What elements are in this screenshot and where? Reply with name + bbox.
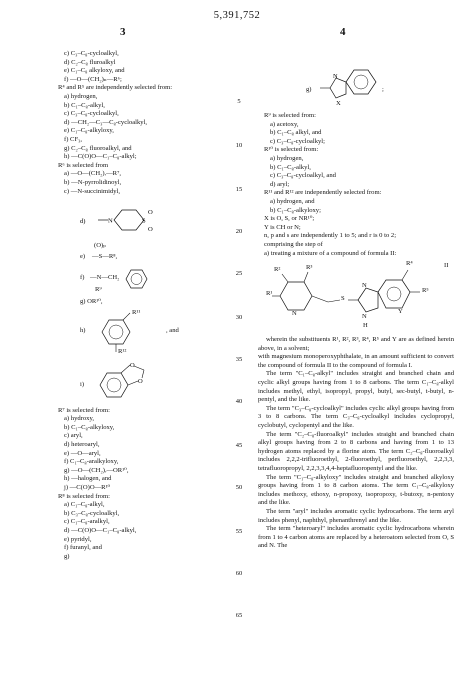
structure-e-sulfinyl	[58, 242, 228, 264]
line-number: 60	[235, 570, 243, 577]
structure-f-benzylamine	[58, 264, 228, 298]
text-line: b) C₁–C₈-alkyloxy,	[64, 423, 115, 431]
text-line: a) C₁–C₈-alkyl,	[64, 501, 105, 509]
text-line: Y is CH or N;	[264, 223, 301, 231]
structure-h-and: , and	[166, 326, 179, 334]
svg-text:N: N	[333, 73, 338, 80]
structure-i-label: i)	[80, 380, 85, 388]
line-number-gutter	[228, 50, 252, 690]
formula-r4: R⁴	[406, 260, 413, 268]
text-line: n, p and s are independently 1 to 5; and r is 0 to 2;	[264, 232, 397, 240]
line-number: 35	[235, 356, 243, 363]
structure-f-text: —N—CH₂	[90, 274, 120, 282]
text-line: a) hydroxy,	[64, 415, 94, 423]
paragraph: with magnesium monoperoxyphthalate, in an amount sufficient to convert the compound of formula II to the compound of formula I.	[258, 353, 454, 369]
line-number: 50	[235, 484, 243, 491]
structure-d-thiomorpholine	[58, 196, 228, 242]
text-line: e) —O—aryl,	[64, 449, 101, 457]
benzodioxole-ring-icon	[94, 357, 164, 407]
structure-g-benzazole: g) N X ;	[258, 50, 454, 112]
line-number: 40	[235, 398, 243, 405]
text-line: R¹⁰ is selected from:	[264, 146, 319, 154]
text-line: f) C₁–C₈-aralkyloxy,	[64, 458, 119, 466]
structure-h-r11: R¹¹	[132, 308, 141, 316]
text-line: g)	[64, 552, 70, 560]
text-line: j) —C(O)O—R¹⁰	[64, 484, 111, 492]
svg-text:O: O	[148, 209, 153, 217]
text-line: d) —CH₂—C₃—C₈-cycloalkyl,	[64, 118, 148, 126]
line-number: 20	[235, 228, 243, 235]
text-line: e) C₁–C₈ alkyloxy, and	[64, 67, 125, 75]
page-header	[0, 4, 474, 44]
formula-s: S	[341, 295, 345, 303]
text-line: f) furanyl, and	[64, 544, 102, 552]
line-number: 15	[235, 186, 243, 193]
text-line: h) —halogen, and	[64, 475, 112, 483]
line-number: 10	[235, 142, 243, 149]
paragraph: The term "C₁–C₈-alkyloxy" includes straight and branched alkyloxy groups having from 1 to 8 carbon atoms. The term C₁–C₈-alkyloxy includes methoxy, ethoxy, n-propoxy, isopropoxy, t-butoxy, n-pentoxy and the like.	[258, 473, 454, 507]
text-line: b) C₁–C₈-alkyl,	[64, 101, 105, 109]
text-line: d) C₂–C₈ fluroalkyl	[64, 58, 116, 66]
structure-h-phenyl	[58, 307, 228, 357]
svg-text:O: O	[148, 226, 153, 234]
left-column	[58, 50, 228, 561]
structure-e-text: —S—R⁸,	[92, 253, 118, 261]
formula-r2: R²	[274, 266, 281, 274]
structure-g-x: X	[336, 100, 341, 107]
line-number: 55	[235, 528, 243, 535]
line-number: 25	[235, 270, 243, 277]
text-line: comprising the step of	[264, 240, 323, 248]
text-line: g) C₂–C₈ fluoroalkyl, and	[64, 144, 132, 152]
text-line: c) C₃–C₈-cycloalkyl, and	[270, 172, 336, 180]
text-line: X is O, S, or NR¹⁰;	[264, 215, 315, 223]
formula-h: H	[363, 322, 368, 330]
text-line: R⁹ is selected from:	[264, 112, 316, 119]
page-number-left: 3	[120, 26, 126, 38]
text-line: e) C₁–C₈-alkyloxy,	[64, 127, 114, 135]
line-number: 65	[235, 612, 243, 619]
text-line: b) C₁–C₈-alkyloxy;	[270, 206, 321, 214]
paragraph: wherein the substituents R¹, R², R³, R⁴, R⁵ and Y are as defined herein above, in a solvent;	[258, 336, 454, 352]
text-line: a) —O—(CH₂)ᵣ—R⁷,	[64, 170, 122, 178]
text-line: b) C₁–C₈-alkyl,	[270, 163, 311, 171]
line-number: 5	[237, 98, 241, 105]
svg-text:O: O	[130, 361, 135, 369]
structure-f-r9: R⁹	[95, 286, 102, 294]
text-line: a) hydrogen,	[270, 154, 304, 162]
structure-h-r12: R¹²	[118, 347, 127, 355]
formula-ii-structure	[258, 258, 454, 336]
structure-h-label: h)	[80, 326, 86, 334]
text-line: f) CF₃,	[64, 135, 83, 143]
text-line: a) acetoxy,	[270, 120, 299, 128]
structure-d-label: d)	[80, 218, 86, 226]
paragraph: The term "C₂–C₈-fluoroalkyl" includes straight and branched chain alkyl groups having from 2 to 8 carbons and having from 1 to 13 hydrogen atoms replaced by a florine atom. The term C₂–C₈-fluoroalkyl includes 2,2,2-trifluoroethyl, 2-fluoroethyl, perfluoroethyl, 2,2,3,3, tetrafluoropropyl, 2,2,3,3,4,4-heptafluoropentyl and the like.	[258, 430, 454, 472]
structure-d-drawing	[58, 196, 228, 242]
text-line: h) —C(O)O—C₁–C₈-alkyl;	[64, 153, 137, 161]
text-line: R⁴ and R⁵ are independently selected from:	[58, 84, 173, 92]
paragraph: The term "aryl" includes aromatic cyclic hydrocarbons. The term aryl includes phenyl, naphthyl, phenanthrenyl and the like.	[258, 507, 454, 524]
text-line: b) C₁–C₈ alkyl, and	[270, 129, 322, 137]
text-line: a) treating a mixture of a compound of formula II:	[264, 249, 397, 257]
text-line: d) —C(O)O—C₁–C₈-alkyl,	[64, 527, 137, 534]
text-line: R⁷ is selected from:	[58, 406, 110, 414]
text-line: b) —N-pyrrolidinoyl,	[64, 178, 122, 186]
right-column	[258, 50, 454, 551]
svg-text:O: O	[138, 377, 143, 385]
formula-n-pyridine: N	[292, 310, 297, 318]
structure-f-label: f)	[80, 274, 85, 282]
text-line: c) C₃–C₈-cycloalkyl,	[64, 110, 119, 118]
text-line: R¹¹ and R¹² are independently selected from:	[264, 189, 382, 197]
structure-i-benzodioxole	[58, 357, 228, 407]
page-number-right: 4	[340, 26, 346, 38]
svg-text:N: N	[108, 217, 113, 225]
structure-g-label: g)	[306, 86, 312, 93]
formula-ii-drawing	[258, 258, 454, 336]
text-line: d) aryl;	[270, 180, 290, 188]
svg-text:S: S	[142, 217, 146, 225]
paragraph: The term "heteroaryl" includes aromatic cyclic hydrocarbons wherein from 1 to 4 carbon atoms are replaced by a heteroatom selected from O, S and N. The	[258, 525, 454, 550]
benzazole-ring-icon	[316, 50, 396, 112]
text-line: c) C₃–C₈-cycloalkyl,	[64, 50, 119, 57]
text-line: c) C₃–C₈-cycloalkyl;	[270, 137, 325, 145]
text-line: c) aryl,	[64, 432, 83, 440]
structure-e-oxidation: (O)ₚ	[94, 242, 106, 250]
text-line: a) hydrogen, and	[270, 197, 315, 205]
text-line: g) —O—(CH₂)ᵣ—OR¹⁰,	[64, 466, 129, 474]
formula-r1: R¹	[266, 290, 273, 298]
text-line: f) —O—(CH₂)ₙ—R⁶;	[64, 75, 122, 83]
text-line: R⁶ is selected from	[58, 161, 109, 169]
line-number: 45	[235, 442, 243, 449]
text-line: d) heteroaryl,	[64, 441, 100, 449]
structure-g-text: g) OR¹⁰,	[80, 298, 103, 306]
text-line: R⁸ is selected from:	[58, 492, 110, 500]
formula-label: II	[444, 262, 449, 270]
formula-r5: R⁵	[422, 287, 429, 295]
text-line: a) hydrogen,	[64, 92, 98, 100]
phenyl-ring-icon	[122, 264, 152, 294]
text-line: c) —N-succinimidyl,	[64, 187, 121, 195]
formula-nh: N	[362, 313, 367, 321]
formula-n-imidazole: N	[362, 282, 367, 290]
text-line: e) pyridyl,	[64, 535, 92, 543]
formula-r3: R³	[306, 264, 313, 272]
patent-number: 5,391,752	[213, 10, 261, 21]
paragraph: The term "C₃–C₈-cycloalkyl" includes cyclic alkyl groups having from 3 to 8 carbons. The term C₃–C₈-cycloalkyl includes cyclopropyl, cyclobutyl, cyclopentyl and the like.	[258, 404, 454, 430]
structure-e-label: e)	[80, 253, 86, 261]
paragraph: The term "C₁–C₈-alkyl" includes straight and branched chain and cyclic alkyl groups having from 1 to 8 carbons. The term C₁–C₈-alkyl includes methyl, ethyl, isopropyl, propyl, butyl, sec-butyl, t-butyl, n-pentyl, and the like.	[258, 370, 454, 404]
text-line: b) C₃–C₈-cycloalkyl,	[64, 509, 120, 517]
text-line: c) C₁–C₈-aralkyl,	[64, 518, 110, 526]
line-number: 30	[235, 314, 243, 321]
formula-y: Y	[398, 308, 403, 316]
